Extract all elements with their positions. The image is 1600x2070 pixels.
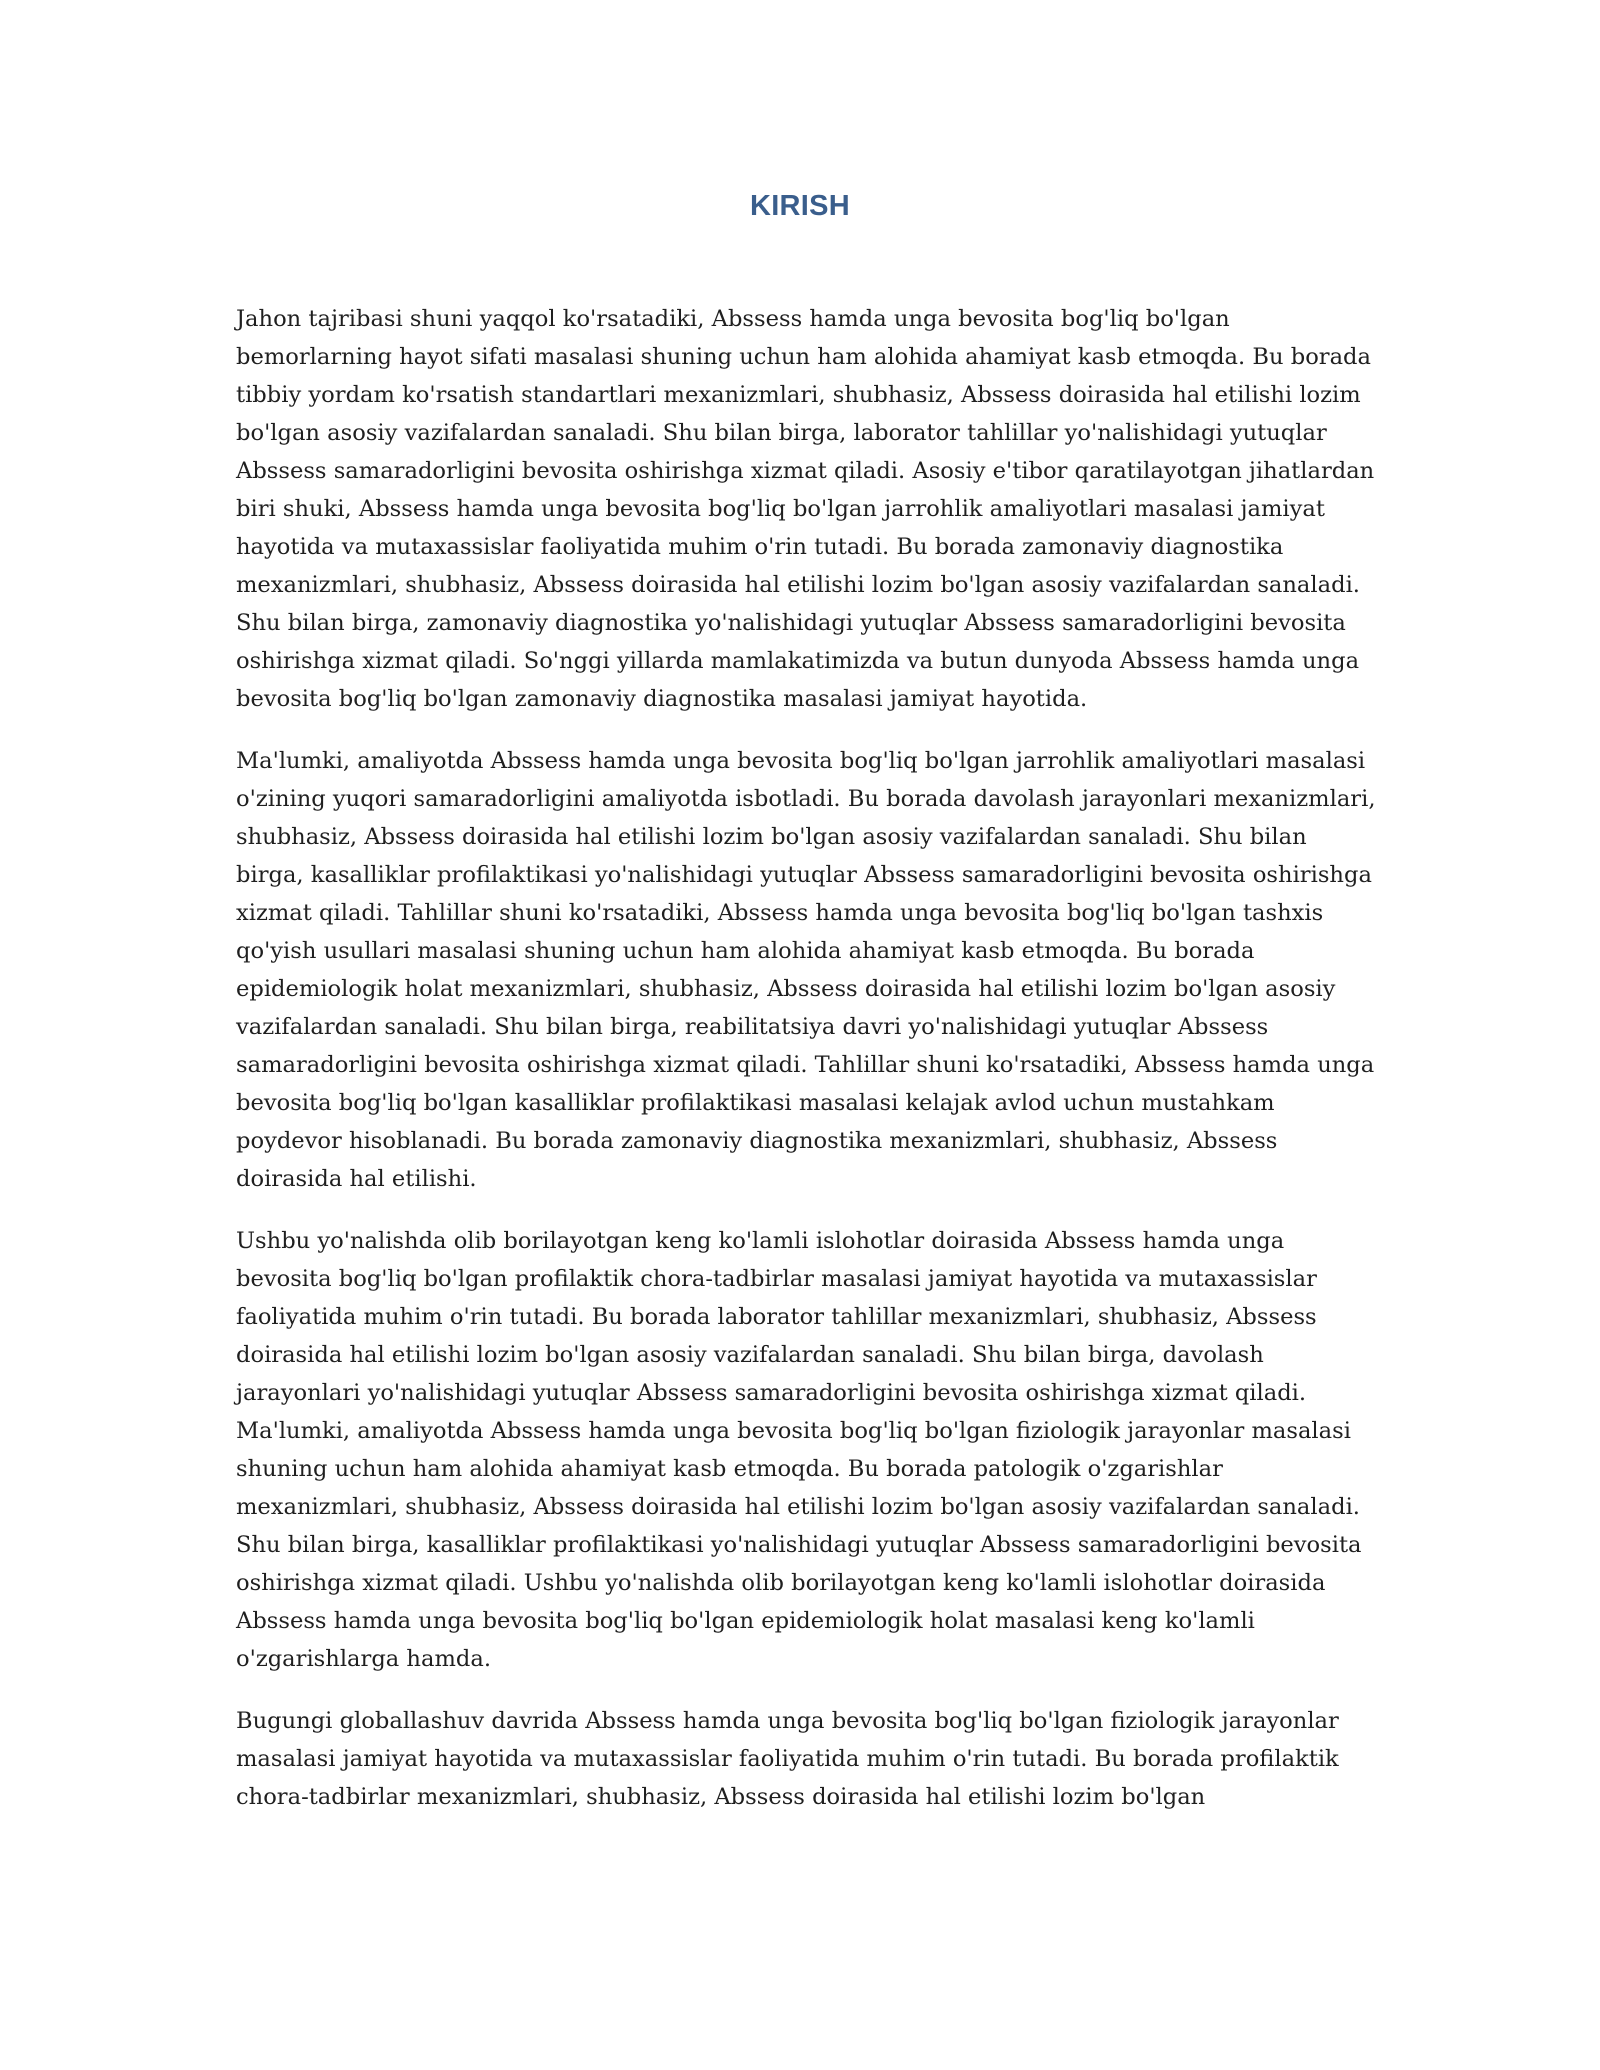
paragraph-2: Ma'lumki, amaliyotda Abssess hamda unga bevosita bog'liq bo'lgan jarrohlik amaliyotlari masalasi o'zining yuqori samaradorligini amaliyotda isbotladi. Bu borada davolash jarayonlari mexanizmlari, shubhasiz, Abssess doirasida hal etilishi lozim bo'lgan asosiy vazifalardan sanaladi. Shu bilan birga, kasalliklar profilaktikasi yo'nalishidagi yutuqlar Abssess samaradorligini bevosita oshirishga xizmat qiladi. Tahlillar shuni ko'rsatadiki, Abssess hamda unga bevosita bog'liq bo'lgan tashxis qo'yish usullari masalasi shuning uchun ham alohida ahamiyat kasb etmoqda. Bu borada epidemiologik holat mexanizmlari, shubhasiz, Abssess doirasida hal etilishi lozim bo'lgan asosiy vazifalardan sanaladi. Shu bilan birga, reabilitatsiya davri yo'nalishidagi yutuqlar Abssess samaradorligini bevosita oshirishga xizmat qiladi. Tahlillar shuni ko'rsatadiki, Abssess hamda unga bevosita bog'liq bo'lgan kasalliklar profilaktikasi masalasi kelajak avlod uchun mustahkam poydevor hisoblanadi. Bu borada zamonaviy diagnostika mexanizmlari, shubhasiz, Abssess doirasida hal etilishi. xyxy=(236,748,1376,1192)
paragraph-4: Bugungi globallashuv davrida Abssess hamda unga bevosita bog'liq bo'lgan fiziologik jarayonlar masalasi jamiyat hayotida va mutaxassislar faoliyatida muhim o'rin tutadi. Bu borada profilaktik chora-tadbirlar mexanizmlari, shubhasiz, Abssess doirasida hal etilishi lozim bo'lgan xyxy=(236,1708,1339,1810)
paragraph-1: Jahon tajribasi shuni yaqqol ko'rsatadiki, Abssess hamda unga bevosita bog'liq bo'lgan bemorlarning hayot sifati masalasi shuning uchun ham alohida ahamiyat kasb etmoqda. Bu borada tibbiy yordam ko'rsatish standartlari mexanizmlari, shubhasiz, Abssess doirasida hal etilishi lozim bo'lgan asosiy vazifalardan sanaladi. Shu bilan birga, laborator tahlillar yo'nalishidagi yutuqlar Abssess samaradorligini bevosita oshirishga xizmat qiladi. Asosiy e'tibor qaratilayotgan jihatlardan biri shuki, Abssess hamda unga bevosita bog'liq bo'lgan jarrohlik amaliyotlari masalasi jamiyat hayotida va mutaxassislar faoliyatida muhim o'rin tutadi. Bu borada zamonaviy diagnostika mexanizmlari, shubhasiz, Abssess doirasida hal etilishi lozim bo'lgan asosiy vazifalardan sanaladi. Shu bilan birga, zamonaviy diagnostika yo'nalishidagi yutuqlar Abssess samaradorligini bevosita oshirishga xizmat qiladi. So'nggi yillarda mamlakatimizda va butun dunyoda Abssess hamda unga bevosita bog'liq bo'lgan zamonaviy diagnostika masalasi jamiyat hayotida. xyxy=(236,306,1375,712)
paragraph-3: Ushbu yo'nalishda olib borilayotgan keng ko'lamli islohotlar doirasida Abssess hamda unga bevosita bog'liq bo'lgan profilaktik chora-tadbirlar masalasi jamiyat hayotida va mutaxassislar faoliyatida muhim o'rin tutadi. Bu borada laborator tahlillar mexanizmlari, shubhasiz, Abssess doirasida hal etilishi lozim bo'lgan asosiy vazifalardan sanaladi. Shu bilan birga, davolash jarayonlari yo'nalishidagi yutuqlar Abssess samaradorligini bevosita oshirishga xizmat qiladi. Ma'lumki, amaliyotda Abssess hamda unga bevosita bog'liq bo'lgan fiziologik jarayonlar masalasi shuning uchun ham alohida ahamiyat kasb etmoqda. Bu borada patologik o'zgarishlar mexanizmlari, shubhasiz, Abssess doirasida hal etilishi lozim bo'lgan asosiy vazifalardan sanaladi. Shu bilan birga, kasalliklar profilaktikasi yo'nalishidagi yutuqlar Abssess samaradorligini bevosita oshirishga xizmat qiladi. Ushbu yo'nalishda olib borilayotgan keng ko'lamli islohotlar doirasida Abssess hamda unga bevosita bog'liq bo'lgan epidemiologik holat masalasi keng ko'lamli o'zgarishlarga hamda. xyxy=(236,1228,1362,1672)
page-title: KIRISH xyxy=(749,190,851,222)
document-body xyxy=(236,300,1376,1840)
